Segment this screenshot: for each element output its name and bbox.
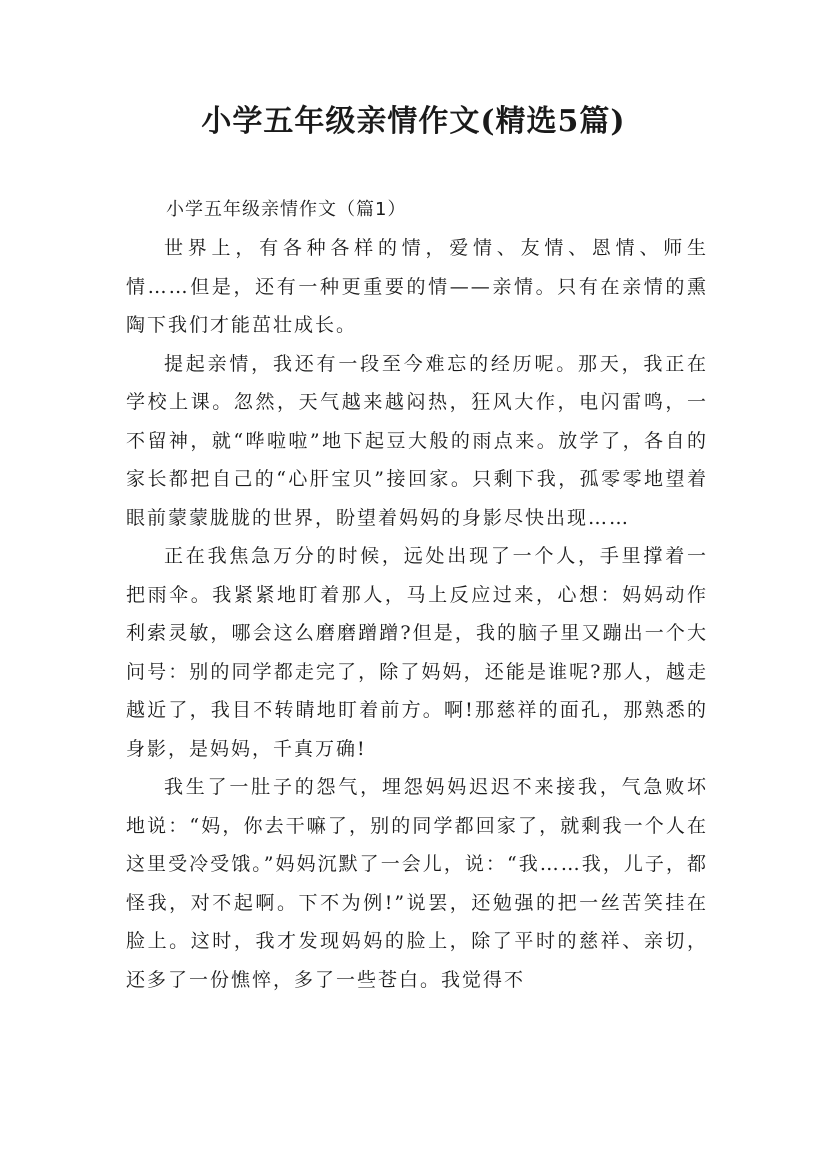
document-title: 小学五年级亲情作文(精选5篇) xyxy=(201,104,626,139)
section-heading: 小学五年级亲情作文（篇1） xyxy=(166,199,407,220)
paragraph-4: 我生了一肚子的怨气，埋怨妈妈迟迟不来接我，气急败坏地说：“妈，你去干嘛了，别的同学都回家了，就剩我一个人在这里受冷受饿。”妈妈沉默了一会儿，说：“我……我，儿子，都怪我，对不起啊。下不为例!”说罢，还勉强的把一丝苦笑挂在脸上。这时，我才发现妈妈的脸上，除了平时的慈祥、亲切，还多了一份憔悴，多了一些苍白。我觉得不 xyxy=(126,776,708,991)
paragraph-1: 世界上，有各种各样的情，爱情、友情、恩情、师生情……但是，还有一种更重要的情——亲情。只有在亲情的熏陶下我们才能茁壮成长。 xyxy=(126,237,708,336)
paragraph-2: 提起亲情，我还有一段至今难忘的经历呢。那天，我正在学校上课。忽然，天气越来越闷热，狂风大作，电闪雷鸣，一不留神，就“哗啦啦”地下起豆大般的雨点来。放学了，各自的家长都把自己的“心肝宝贝”接回家。只剩下我，孤零零地望着眼前蒙蒙胧胧的世界，盼望着妈妈的身影尽快出现…… xyxy=(126,352,708,529)
paragraph-3: 正在我焦急万分的时候，远处出现了一个人，手里撑着一把雨伞。我紧紧地盯着那人，马上反应过来，心想：妈妈动作利索灵敏，哪会这么磨磨蹭蹭?但是，我的脑子里又蹦出一个大问号：别的同学都走完了，除了妈妈，还能是谁呢?那人，越走越近了，我目不转睛地盯着前方。啊!那慈祥的面孔，那熟悉的身影，是妈妈，千真万确! xyxy=(126,545,708,760)
document-body xyxy=(126,191,708,999)
